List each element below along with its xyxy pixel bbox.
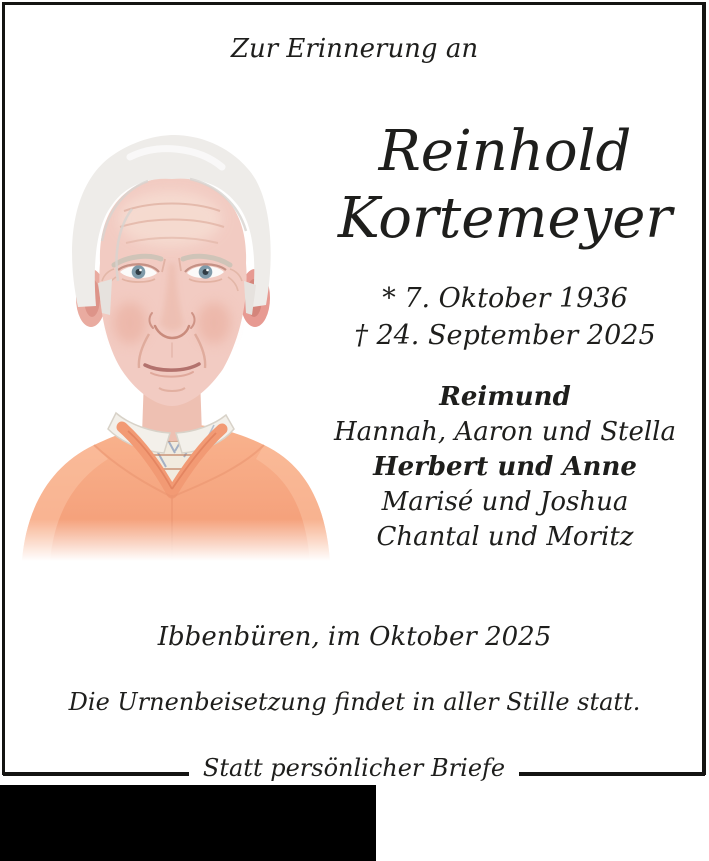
deceased-last-name: Kortemeyer [337,186,673,251]
banner-rule-right [519,772,705,776]
birth-date: * 7. Oktober 1936 [382,283,628,314]
photo-fade [18,519,338,561]
mourner-line: Marisé und Joshua [381,487,629,517]
banner-rule-left [3,772,189,776]
intro-line: Zur Erinnerung an [230,34,479,64]
mourner-line: Chantal und Moritz [376,522,634,552]
redaction-box [0,785,376,861]
burial-note: Die Urnenbeisetzung findet in aller Stille statt. [68,688,641,716]
life-dates [305,280,705,354]
death-date: † 24. September 2025 [354,320,656,351]
deceased-first-name: Reinhold [378,119,632,184]
banner-label: Statt persönlicher Briefe [202,754,506,782]
place-date-line: Ibbenbüren, im Oktober 2025 [157,622,552,652]
portrait-photo [18,90,338,562]
mourners-list [305,380,705,555]
banner-row [3,750,705,786]
mourner-line: Herbert und Anne [373,452,637,482]
mourner-line: Reimund [439,382,571,412]
deceased-name [305,118,705,252]
mourner-line: Hannah, Aaron und Stella [334,417,676,447]
